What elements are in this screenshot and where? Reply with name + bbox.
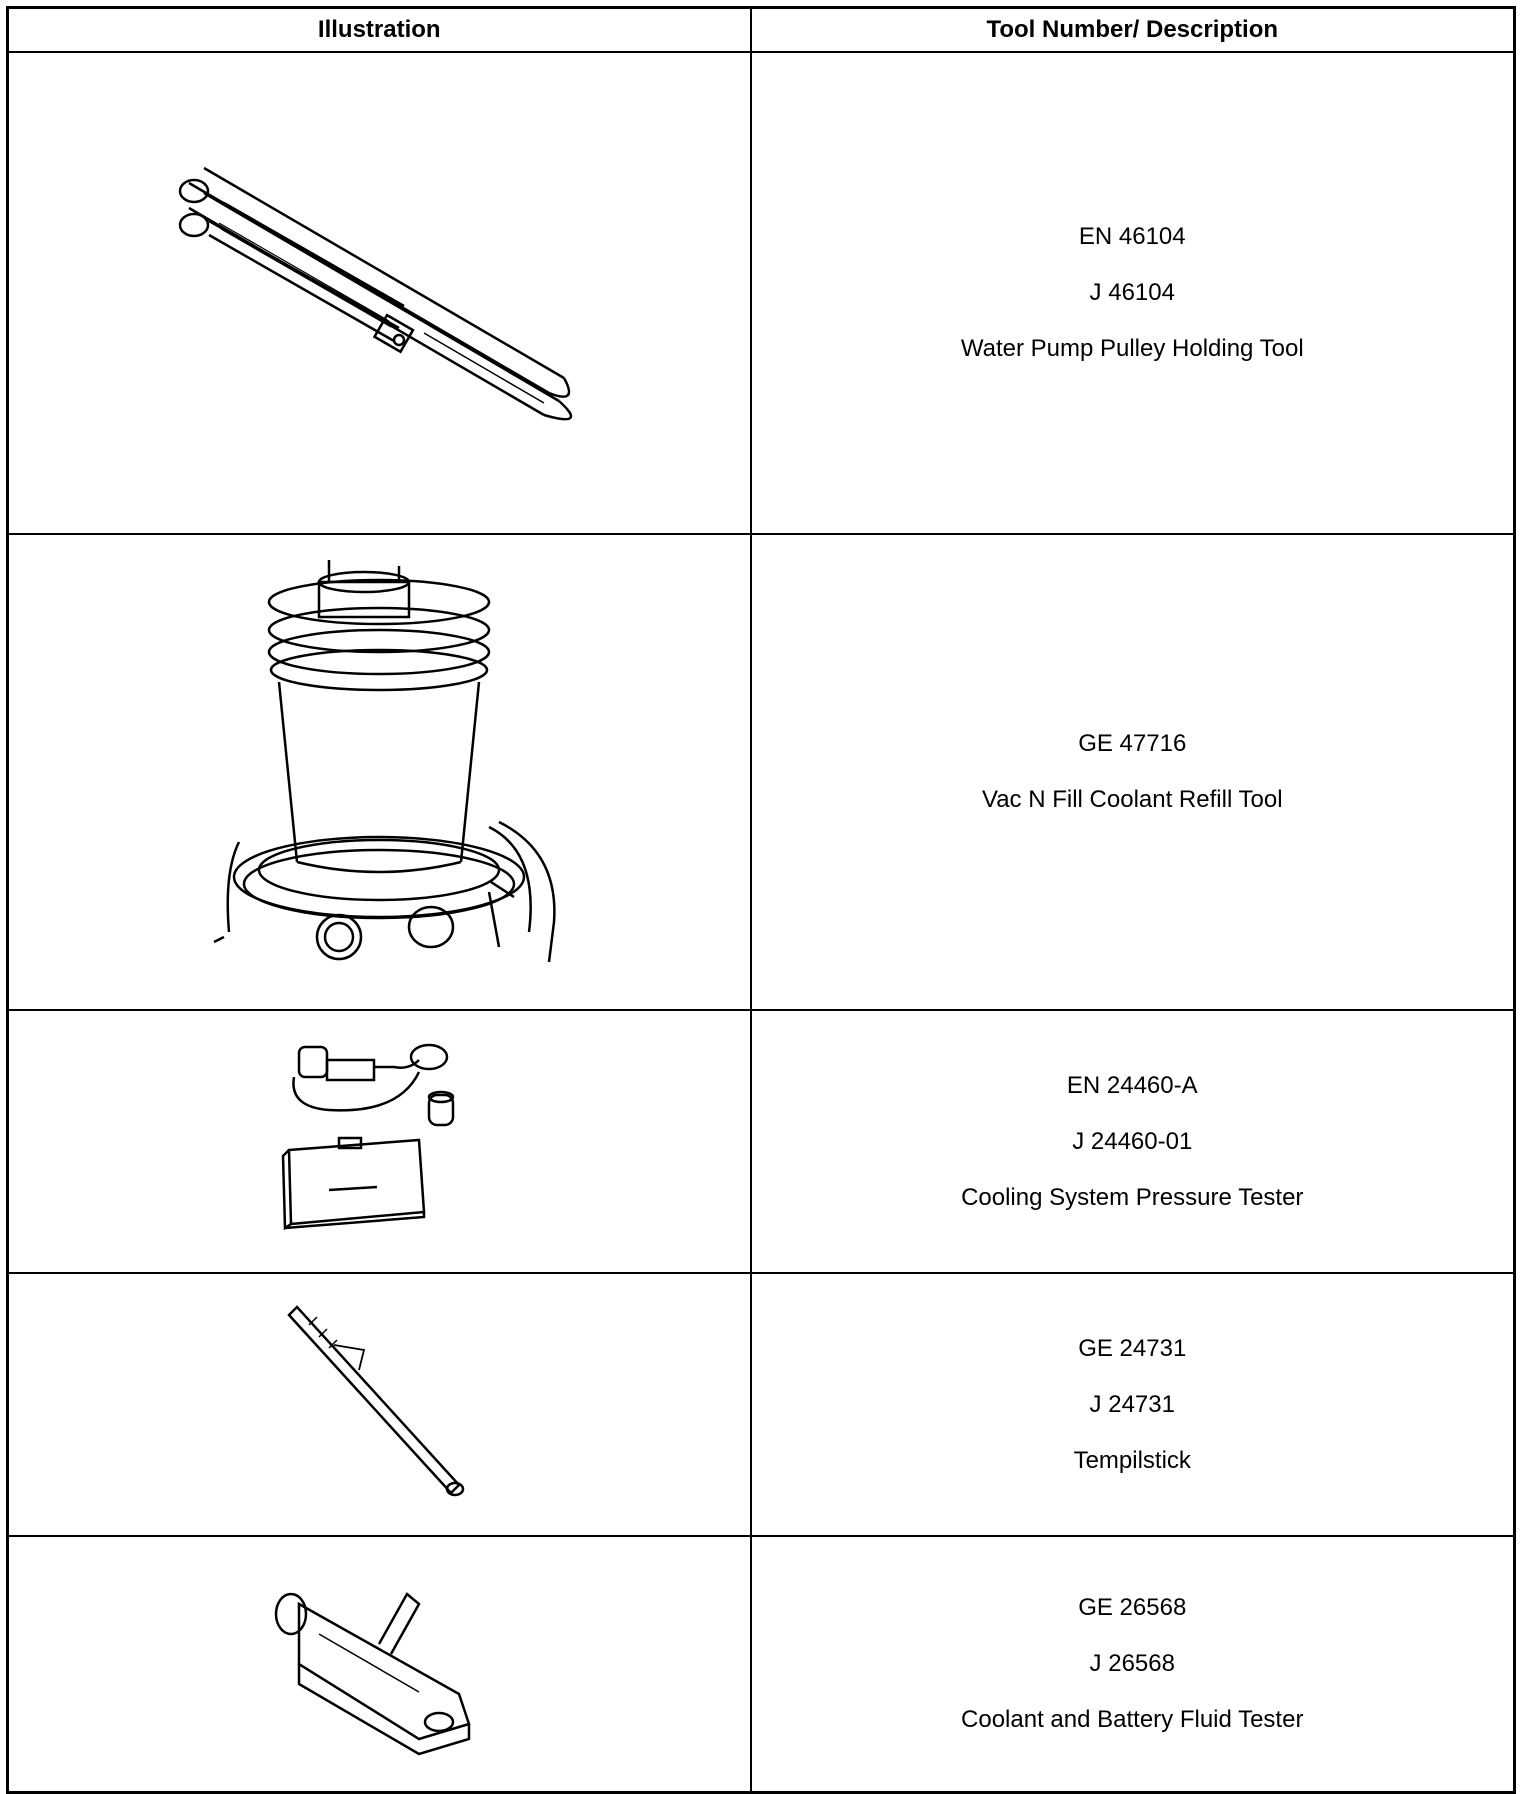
description-cell (751, 1273, 1515, 1536)
tool-table (6, 6, 1516, 1794)
illustration-cell (8, 534, 751, 1010)
tempilstick-icon (269, 1295, 489, 1515)
header-tool-description: Tool Number/ Description (751, 8, 1515, 53)
coolant-refill-tool-icon (169, 552, 589, 992)
tool-number-j: J 24731 (1089, 1390, 1175, 1418)
tool-description: Coolant and Battery Fluid Tester (961, 1705, 1304, 1733)
tool-number-en: EN 46104 (1078, 223, 1186, 250)
illustration-cell (8, 1010, 751, 1273)
pulley-holding-tool-icon (149, 143, 609, 443)
tool-number-ge: GE 47716 (1078, 730, 1187, 757)
table-row (8, 1536, 1515, 1792)
description-cell (751, 1536, 1515, 1792)
tool-description: Vac N Fill Coolant Refill Tool (981, 786, 1283, 813)
tool-number-j: J 26568 (1089, 1649, 1175, 1677)
tool-number-ge: GE 24731 (1078, 1334, 1187, 1362)
pressure-tester-icon (269, 1032, 489, 1252)
illustration-cell (8, 52, 751, 534)
header-illustration: Illustration (8, 8, 751, 53)
tool-number-j: J 24460-01 (1072, 1127, 1193, 1155)
table-row (8, 534, 1515, 1010)
tool-number-en: EN 24460-A (1066, 1071, 1198, 1099)
table-row (8, 1273, 1515, 1536)
tool-number-ge: GE 26568 (1078, 1593, 1187, 1621)
description-cell (751, 1010, 1515, 1273)
tool-number-j: J 46104 (1089, 279, 1175, 306)
illustration-cell (8, 1536, 751, 1792)
tool-description: Cooling System Pressure Tester (961, 1183, 1304, 1211)
header-row (8, 8, 1515, 53)
description-cell (751, 52, 1515, 534)
description-cell (751, 534, 1515, 1010)
table-row (8, 52, 1515, 534)
table-row (8, 1010, 1515, 1273)
fluid-tester-icon (259, 1564, 499, 1764)
tool-description: Water Pump Pulley Holding Tool (960, 335, 1304, 362)
illustration-cell (8, 1273, 751, 1536)
tool-description: Tempilstick (1073, 1446, 1191, 1474)
